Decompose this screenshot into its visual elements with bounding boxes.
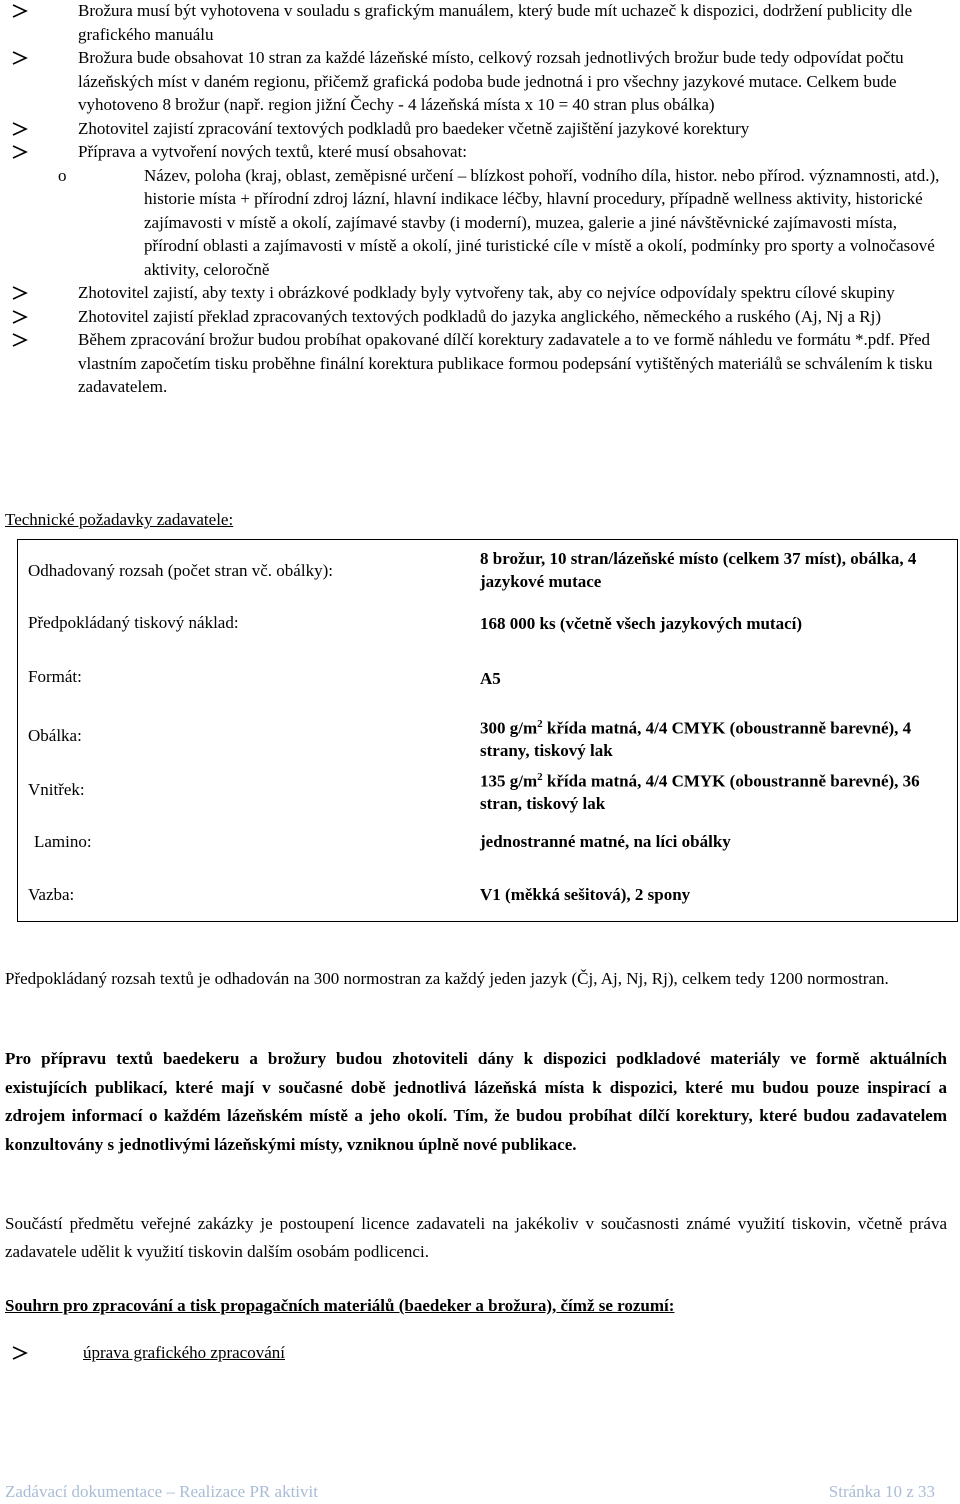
table-row: [18, 710, 958, 764]
summary-list-item: úprava grafického zpracování: [83, 1343, 285, 1362]
arrow-bullet-icon: [10, 0, 30, 22]
list-item: [0, 281, 950, 305]
spec-value: 300 $g/m^2$ křída matná, 4/4 CMYK (oboustranně barevné), 4 strany, tiskový lak: [480, 717, 912, 760]
spec-label: Předpokládaný tiskový náklad:: [28, 612, 239, 632]
arrow-bullet-icon: [10, 46, 30, 69]
summary-title: Souhrn pro zpracování a tisk propagačních materiálů (baedeker a brožura), čímž se rozumí:: [5, 1296, 675, 1315]
spec-value: 135 $g/m^2$ křída matná, 4/4 CMYK (oboustranně barevné), 36 stran, tiskový lak: [480, 770, 920, 813]
paragraph-license: Součástí předmětu veřejné zakázky je postoupení licence zadavateli na jakékoliv v současnosti známé využití tiskovin, včetně práva zadavatele udělit k využití tiskovin dalším osobám podlicenci.: [5, 1214, 947, 1261]
list-item-text: Brožura musí být vyhotovena v souladu s grafickým manuálem, který bude mít uchazeč k dispozici, dodržení publicity dle grafického manuálu: [78, 1, 913, 44]
arrow-bullet-icon: [10, 1341, 30, 1364]
list-item: [0, 46, 950, 117]
footer-page-number: Stránka 10 z 33: [828, 1482, 935, 1501]
spec-value: V1 (měkká sešitová), 2 spony: [480, 884, 691, 904]
table-row: [18, 540, 958, 602]
paragraph-materials: Pro přípravu textů baedekeru a brožury budou zhotoviteli dány k dispozici podkladové materiály ve formě aktuálních existujících publikací, které mají v současné době jednotlivá lázeňská místa k dispozici, které mu budou pouze inspirací a zdrojem informací o každém lázeňském místě a jeho okolí. Tím, že budou probíhat dílčí korektury, které budou zadavatelem konzultovány s jednotlivými lázeňskými místy, vzniknou úplně nové publikace.: [5, 1049, 947, 1154]
table-row: [18, 872, 958, 922]
table-row: [18, 764, 958, 818]
sub-list: [58, 164, 950, 282]
list-item-text: Během zpracování brožur budou probíhat opakované dílčí korektury zadavatele a to ve formě náhledu ve formátu *.pdf. Před vlastním započetím tisku proběhne finální korektura publikace formou podepsání vytištěných materiálů se schválením k tisku zadavatelem.: [78, 330, 933, 396]
arrow-bullet-icon: [10, 328, 30, 351]
list-item-text: Zhotovitel zajistí překlad zpracovaných textových podkladů do jazyka anglického, německého a ruského (Aj, Nj a Rj): [78, 306, 881, 326]
list-item-text: Příprava a vytvoření nových textů, které musí obsahovat:: [78, 142, 468, 161]
spec-label: Vazba:: [28, 884, 75, 904]
arrow-bullet-icon: [10, 140, 30, 163]
section-title-technical: Technické požadavky zadavatele:: [5, 510, 234, 529]
circle-bullet-icon: o: [58, 165, 67, 185]
list-item-text: Zhotovitel zajistí, aby texty i obrázkové podklady byly vytvořeny tak, aby co nejvíce odpovídaly spektru cílové skupiny: [78, 283, 895, 302]
spec-value: 168 000 ks (včetně všech jazykových mutací): [480, 613, 803, 633]
spec-value: 8 brožur, 10 stran/lázeňské místo (celkem 37 míst), obálka, 4 jazykové mutace: [480, 549, 917, 591]
spec-label: Vnitřek:: [28, 779, 85, 799]
page-footer: [5, 1480, 935, 1500]
list-item: [0, 328, 950, 399]
spec-label: Formát:: [28, 666, 82, 686]
arrow-bullet-icon: [10, 305, 30, 328]
list-item: [0, 140, 950, 281]
list-item-text: Zhotovitel zajistí zpracování textových podkladů pro baedeker včetně zajištění jazykové korektury: [78, 118, 750, 138]
sub-list-item-text: Název, poloha (kraj, oblast, zeměpisné určení – blízkost pohoří, vodního díla, histor. nebo přírod. významnosti, atd.), historie místa + přírodní zdroj lázní, hlavní indikace léčby, hlavní procedury, případně wellness aktivity, historické zajímavosti v místě a okolí, zajímavé stavby (i moderní), muzea, galerie a jiné návštěvnické zajímavosti místa, přírodní oblasti a zajímavosti v místě a okolí, jiné turistické cíle v místě a okolí, podmínky pro sporty a volnočasové aktivity, celoročně: [144, 165, 940, 279]
list-item: [0, 117, 950, 141]
footer-document-title: Zadávací dokumentace – Realizace PR aktivit: [5, 1482, 318, 1501]
spec-value: jednostranné matné, na líci obálky: [480, 831, 731, 851]
arrow-bullet-icon: [10, 117, 30, 140]
list-item: [0, 305, 950, 329]
requirements-list: [0, 0, 950, 399]
paragraph-scope: Předpokládaný rozsah textů je odhadován na 300 normostran za každý jeden jazyk (Čj, Aj, Nj, Rj), celkem tedy 1200 normostran.: [5, 969, 889, 988]
spec-label: Lamino:: [34, 831, 92, 851]
list-item: [0, 0, 950, 46]
list-item-text: Brožura bude obsahovat 10 stran za každé lázeňské místo, celkový rozsah jednotlivých brožur bude tedy odpovídat počtu lázeňských míst v daném regionu, přičemž grafická podoba bude jednotná i pro všechny jazykové mutace. Celkem bude vyhotoveno 8 brožur (např. region jižní Čechy - 4 lázeňská místa x 10 = 40 stran plus obálka): [78, 48, 904, 114]
table-row: [18, 602, 958, 656]
arrow-bullet-icon: [10, 281, 30, 304]
spec-value: A5: [480, 668, 501, 688]
table-row: [18, 656, 958, 710]
table-row: [18, 818, 958, 872]
spec-label: Odhadovaný rozsah (počet stran vč. obálky):: [28, 561, 333, 580]
spec-label: Obálka:: [28, 725, 82, 745]
spec-table: [17, 539, 958, 922]
